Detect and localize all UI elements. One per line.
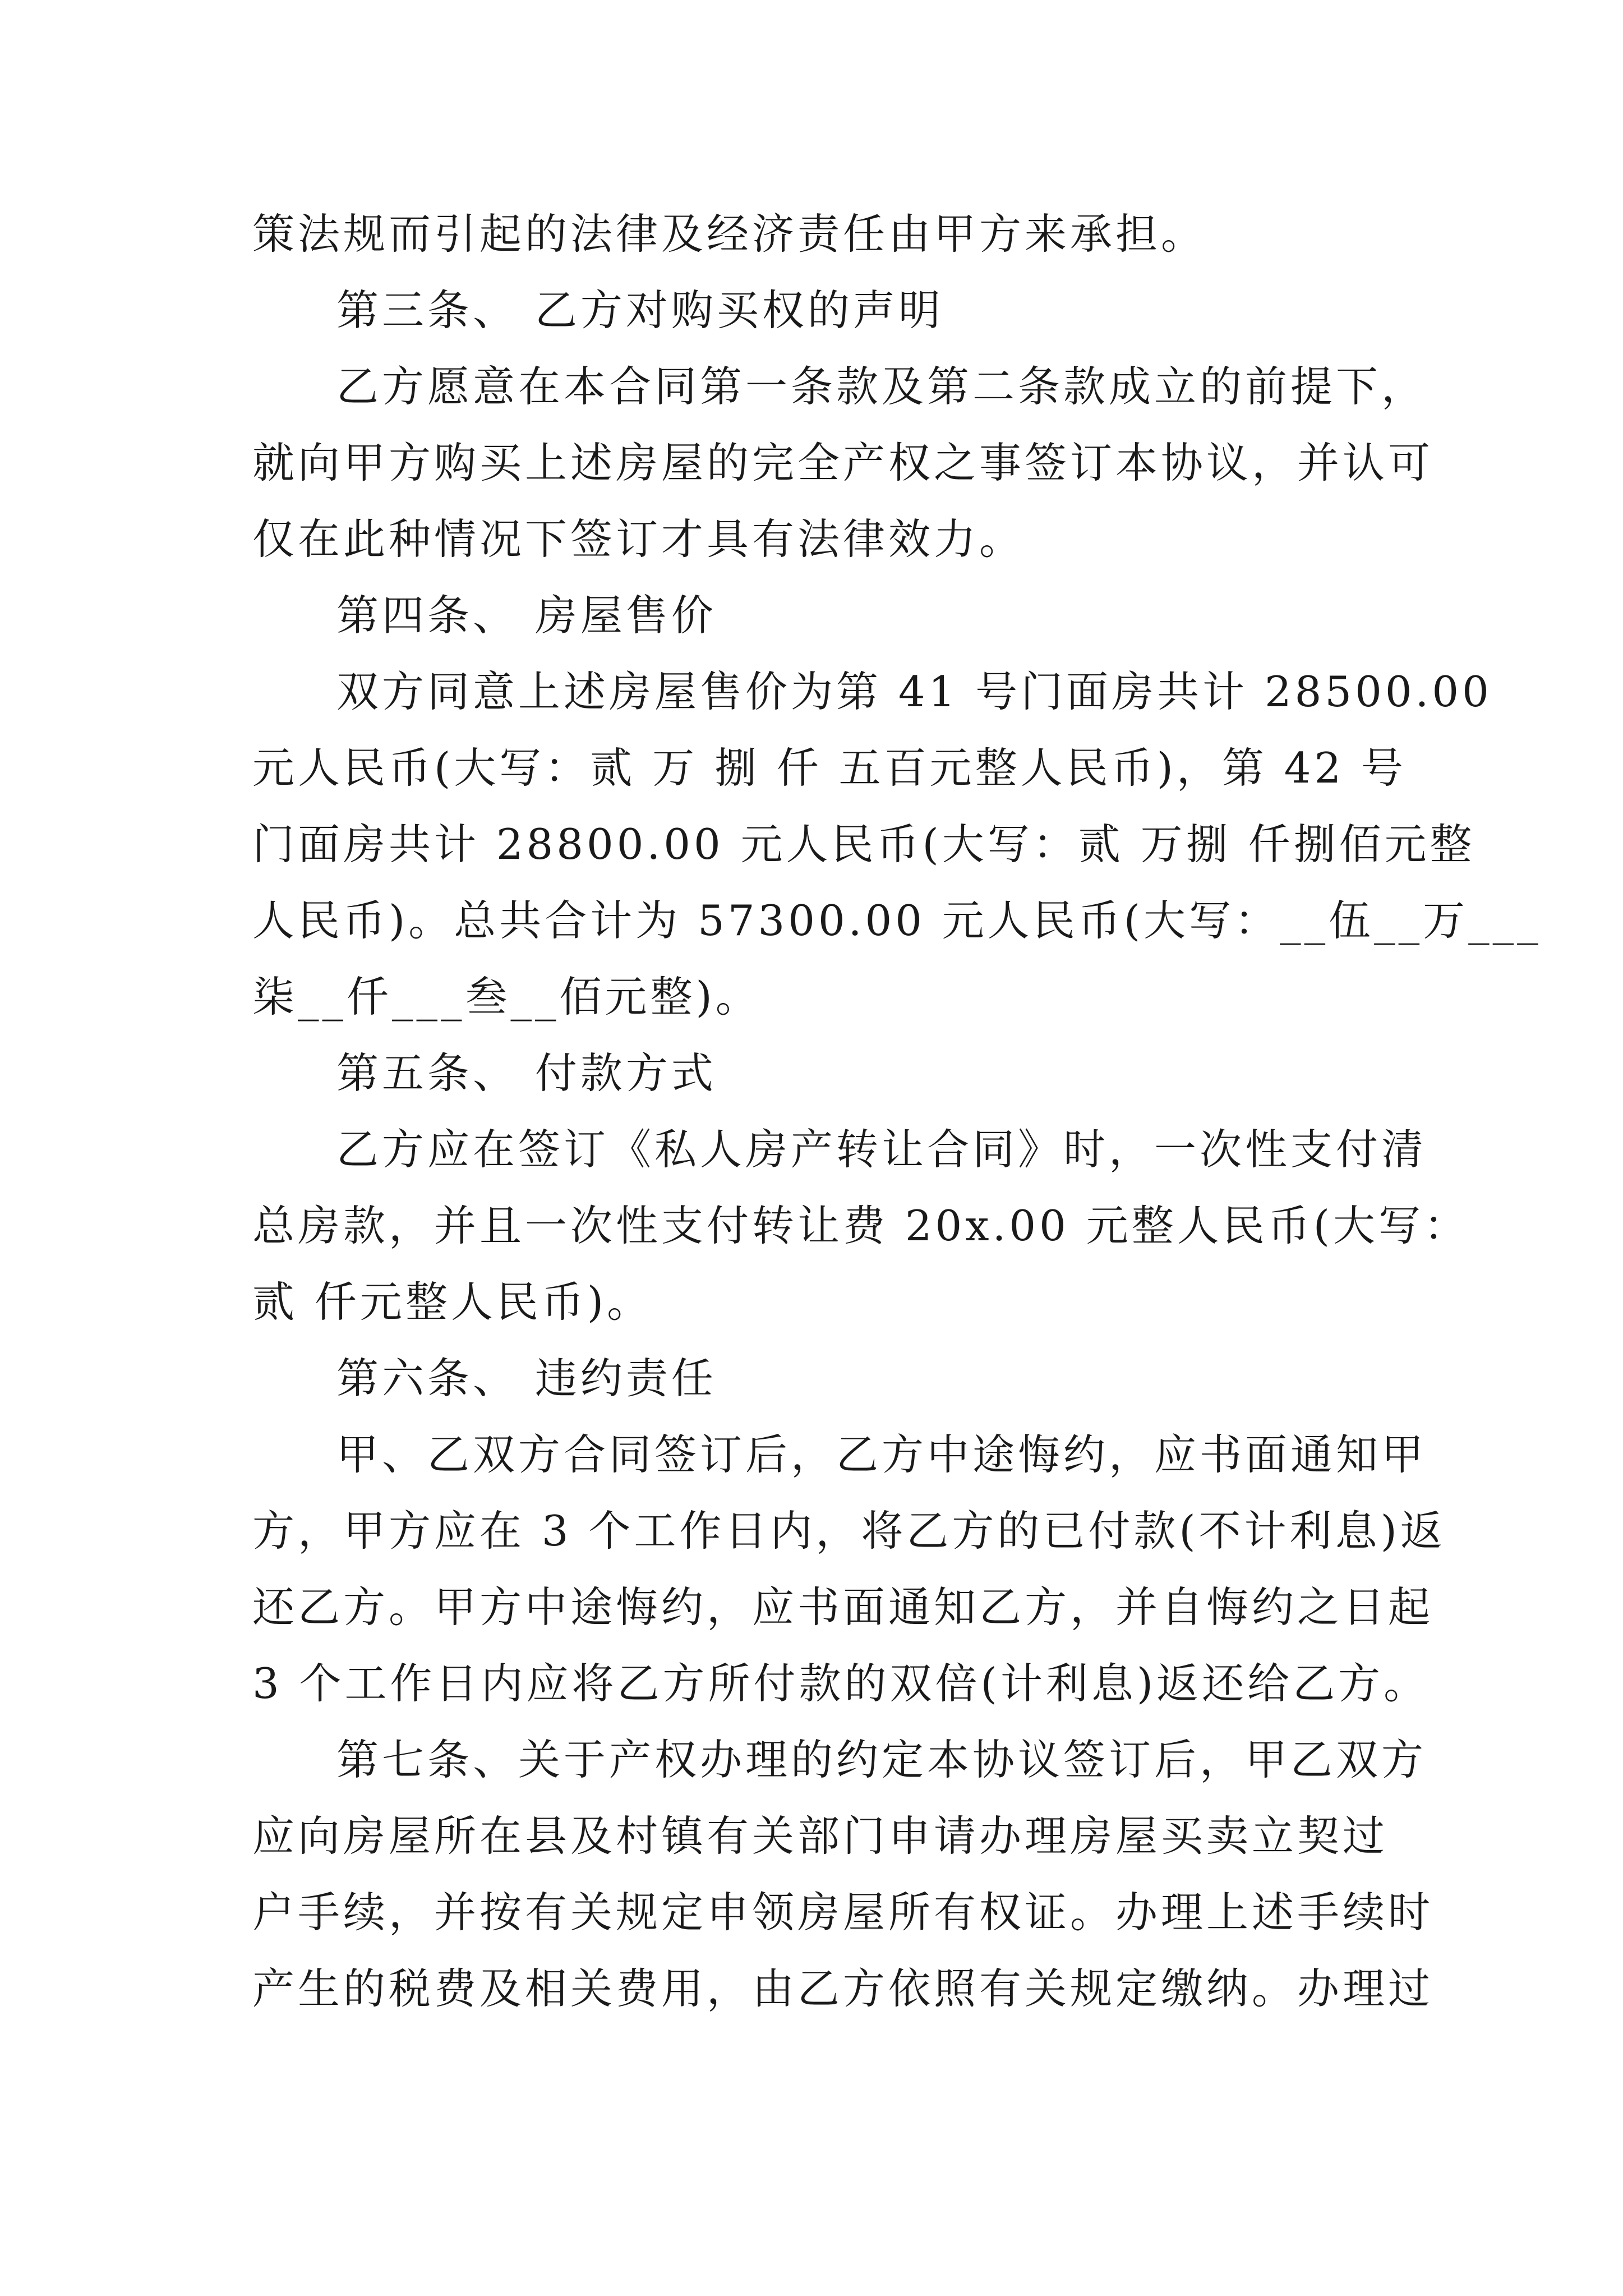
text-line: 3 个工作日内应将乙方所付款的双倍(计利息)返还给乙方。 xyxy=(252,1659,1430,1708)
text-line: 人民币)。总共合计为 57300.00 元人民币(大写：__伍__万___ xyxy=(252,896,1542,945)
text-line: 户手续，并按有关规定申领房屋所有权证。办理上述手续时 xyxy=(252,1888,1434,1937)
text-line: 方，甲方应在 3 个工作日内，将乙方的已付款(不计利息)返 xyxy=(252,1506,1446,1556)
text-line: 仅在此种情况下签订才具有法律效力。 xyxy=(252,514,1025,564)
section-heading: 第五条、 付款方式 xyxy=(336,1048,717,1098)
text-line: 甲、乙双方合同签订后，乙方中途悔约，应书面通知甲 xyxy=(336,1430,1427,1479)
text-line: 乙方应在签订《私人房产转让合同》时，一次性支付清 xyxy=(336,1125,1427,1174)
section-heading: 第四条、 房屋售价 xyxy=(336,591,717,640)
text-line: 应向房屋所在县及村镇有关部门申请办理房屋买卖立契过 xyxy=(252,1811,1389,1861)
text-line: 策法规而引起的法律及经济责任由甲方来承担。 xyxy=(252,209,1207,259)
text-line: 乙方愿意在本合同第一条款及第二条款成立的前提下， xyxy=(336,362,1427,411)
text-line: 总房款，并且一次性支付转让费 20x.00 元整人民币(大写： xyxy=(252,1201,1469,1250)
text-line: 还乙方。甲方中途悔约，应书面通知乙方，并自悔约之日起 xyxy=(252,1582,1434,1632)
text-line: 就向甲方购买上述房屋的完全产权之事签订本协议，并认可 xyxy=(252,438,1434,487)
text-line: 门面房共计 28800.00 元人民币(大写：贰 万捌 仟捌佰元整 xyxy=(252,820,1476,869)
text-line: 第七条、关于产权办理的约定本协议签订后，甲乙双方 xyxy=(336,1735,1427,1784)
text-line: 双方同意上述房屋售价为第 41 号门面房共计 28500.00 xyxy=(336,667,1492,716)
text-line: 产生的税费及相关费用，由乙方依照有关规定缴纳。办理过 xyxy=(252,1964,1434,2013)
text-line: 贰 仟元整人民币)。 xyxy=(252,1277,653,1327)
text-line: 柒__仟___叁__佰元整)。 xyxy=(252,972,761,1022)
section-heading: 第六条、 违约责任 xyxy=(336,1354,717,1403)
text-line: 元人民币(大写：贰 万 捌 仟 五百元整人民币)，第 42 号 xyxy=(252,743,1407,793)
section-heading: 第三条、 乙方对购买权的声明 xyxy=(336,286,944,335)
